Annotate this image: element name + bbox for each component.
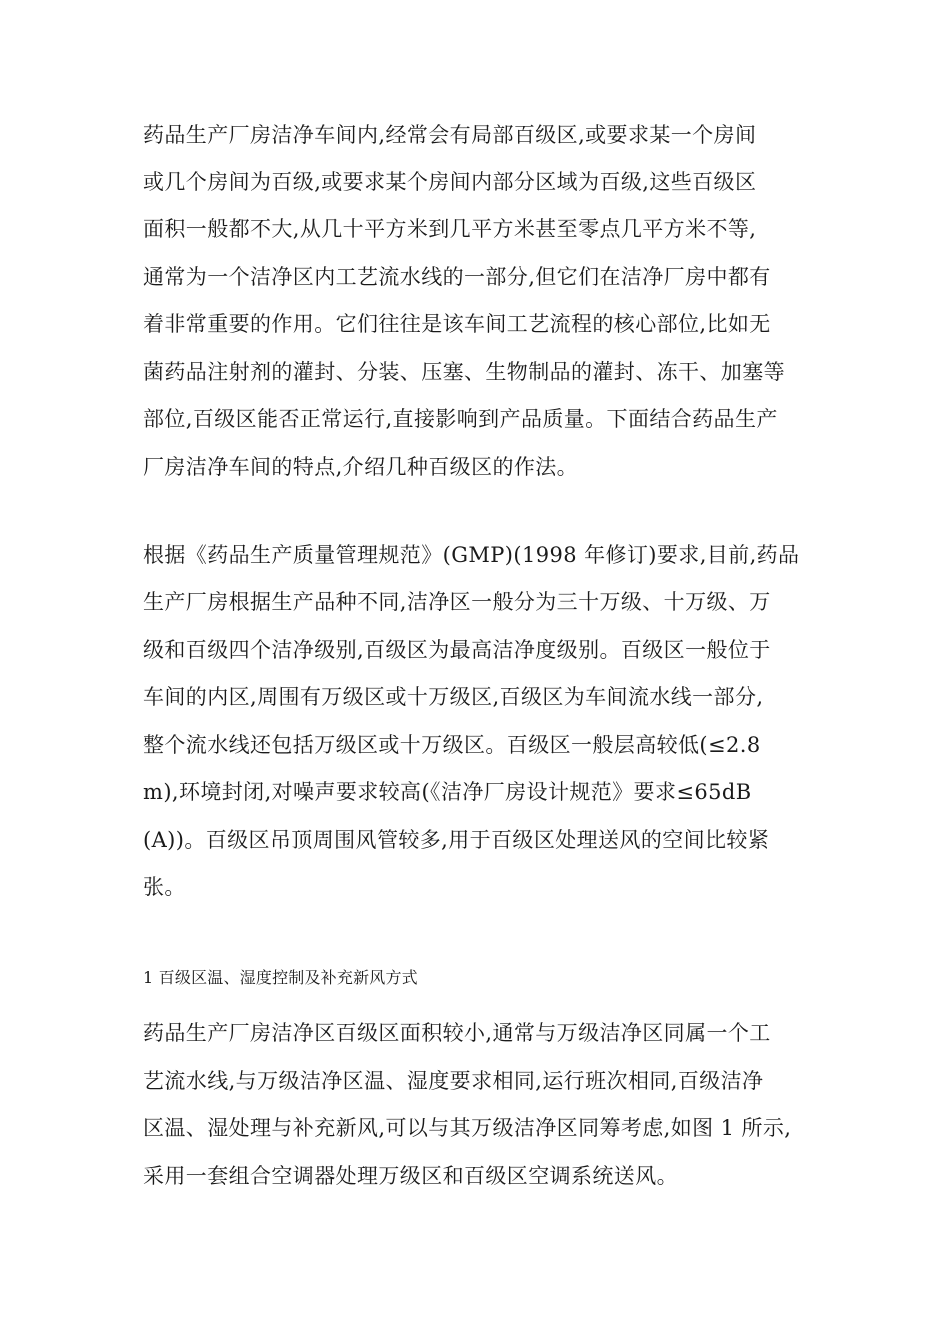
text-line: 药品生产厂房洁净车间内,经常会有局部百级区,或要求某一个房间: [143, 123, 757, 147]
text-line: 车间的内区,周围有万级区或十万级区,百级区为车间流水线一部分,: [143, 685, 764, 709]
text-line: m),环境封闭,对噪声要求较高(《洁净厂房设计规范》要求≤65dB: [143, 780, 752, 804]
text-line: 菌药品注射剂的灌封、分装、压塞、生物制品的灌封、冻干、加塞等: [143, 360, 785, 384]
text-line: 艺流水线,与万级洁净区温、湿度要求相同,运行班次相同,百级洁净: [143, 1069, 764, 1093]
text-line: 通常为一个洁净区内工艺流水线的一部分,但它们在洁净厂房中都有: [143, 265, 771, 289]
text-line: 张。: [143, 875, 186, 899]
text-line: (A))。百级区吊顶周围风管较多,用于百级区处理送风的空间比较紧: [143, 828, 770, 852]
text-line: 着非常重要的作用。它们往往是该车间工艺流程的核心部位,比如无: [143, 312, 771, 336]
section-heading: 1 百级区温、湿度控制及补充新风方式: [143, 968, 418, 987]
text-line: 或几个房间为百级,或要求某个房间内部分区域为百级,这些百级区: [143, 170, 757, 194]
text-line: 区温、湿处理与补充新风,可以与其万级洁净区同筹考虑,如图 1 所示,: [143, 1116, 792, 1140]
text-line: 面积一般都不大,从几十平方米到几平方米甚至零点几平方米不等,: [143, 217, 757, 241]
text-line: 级和百级四个洁净级别,百级区为最高洁净度级别。百级区一般位于: [143, 638, 771, 662]
text-line: 厂房洁净车间的特点,介绍几种百级区的作法。: [143, 455, 579, 479]
text-line: 部位,百级区能否正常运行,直接影响到产品质量。下面结合药品生产: [143, 407, 778, 431]
text-line: 采用一套组合空调器处理万级区和百级区空调系统送风。: [143, 1164, 678, 1188]
text-line: 生产厂房根据生产品种不同,洁净区一般分为三十万级、十万级、万: [143, 590, 771, 614]
text-line: 药品生产厂房洁净区百级区面积较小,通常与万级洁净区同属一个工: [143, 1021, 771, 1045]
text-line: 根据《药品生产质量管理规范》(GMP)(1998 年修订)要求,目前,药品: [143, 543, 800, 567]
text-line: 整个流水线还包括万级区或十万级区。百级区一般层高较低(≤2.8: [143, 733, 761, 757]
